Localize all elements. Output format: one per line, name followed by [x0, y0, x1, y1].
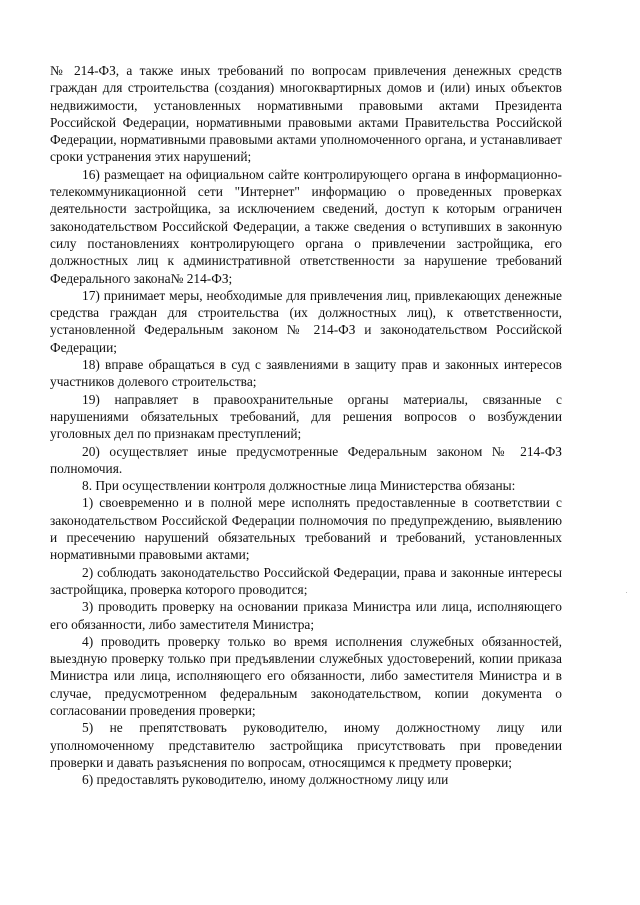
paragraph-item-20: 20) осуществляет иные предусмотренные Федеральным законом № 214-ФЗ полномочия.	[50, 443, 562, 476]
paragraph-duty-6: 6) предоставлять руководителю, иному должностному лицу или	[82, 772, 449, 788]
paragraph-item-17: 17) принимает меры, необходимые для привлечения лиц, привлекающих денежные средства граждан для строительства (их должностных лиц), к ответственности, установленной Федеральным законом № 214-ФЗ и законодательством Российской Федерации;	[50, 287, 562, 355]
paragraph-duty-2: 2) соблюдать законодательство Российской Федерации, права и законные интересы застройщика, проверка которого проводится;	[50, 564, 562, 597]
paragraph-section-8: 8. При осуществлении контроля должностные лица Министерства обязаны:	[82, 478, 516, 494]
paragraph-item-19: 19) направляет в правоохранительные органы материалы, связанные с нарушениями обязательных требований, для решения вопросов о возбуждении уголовных дел по признакам преступлений;	[50, 391, 562, 442]
scan-artifact	[626, 592, 627, 593]
paragraph-duty-4: 4) проводить проверку только во время исполнения служебных обязанностей, выездную проверку только при предъявлении служебных удостоверений, копии приказа Министра или лица, исполняющего его обязанности, либо заместителя Министра и в случае, предусмотренном федеральным законодательством, копии документа о согласовании проведения проверки;	[50, 633, 562, 718]
paragraph-duty-1: 1) своевременно и в полной мере исполнять предоставленные в соответствии с законодательством Российской Федерации полномочия по предупреждению, выявлению и пресечению нарушений обязательных требований и требований, установленных нормативными правовыми актами;	[50, 495, 562, 563]
paragraph-item-18: 18) вправе обращаться в суд с заявлениями в защиту прав и законных интересов участников долевого строительства;	[50, 357, 562, 390]
paragraph-duty-3: 3) проводить проверку на основании приказа Министра или лица, исполняющего его обязанности, либо заместителя Министра;	[50, 599, 562, 632]
paragraph-item-16: 16) размещает на официальном сайте контролирующего органа в информационно-телекоммуникационной сети "Интернет" информацию о проведенных проверках деятельности застройщика, за исключением сведений, доступ к которым ограничен законодательством Российской Федерации, а также сведения о вступивших в законную силу постановлениях контролирующего органа о привлечении застройщика, его должностных лиц к административной ответственности за нарушение требований Федерального закона№ 214-ФЗ;	[50, 166, 562, 286]
paragraph-continuation: № 214-ФЗ, а также иных требований по вопросам привлечения денежных средств граждан для строительства (создания) многоквартирных домов и (или) иных объектов недвижимости, установленных нормативными правовыми актами Президента Российской Федерации, нормативными правовыми актами Правительства Российской Федерации, нормативными правовыми актами уполномоченного органа, и устанавливает сроки устранения этих нарушений;	[50, 63, 562, 165]
document-page	[50, 62, 562, 788]
paragraph-duty-5: 5) не препятствовать руководителю, иному должностному лицу или уполномоченному представителю застройщика присутствовать при проведении проверки и давать разъяснения по вопросам, относящимся к предмету проверки;	[50, 720, 562, 770]
